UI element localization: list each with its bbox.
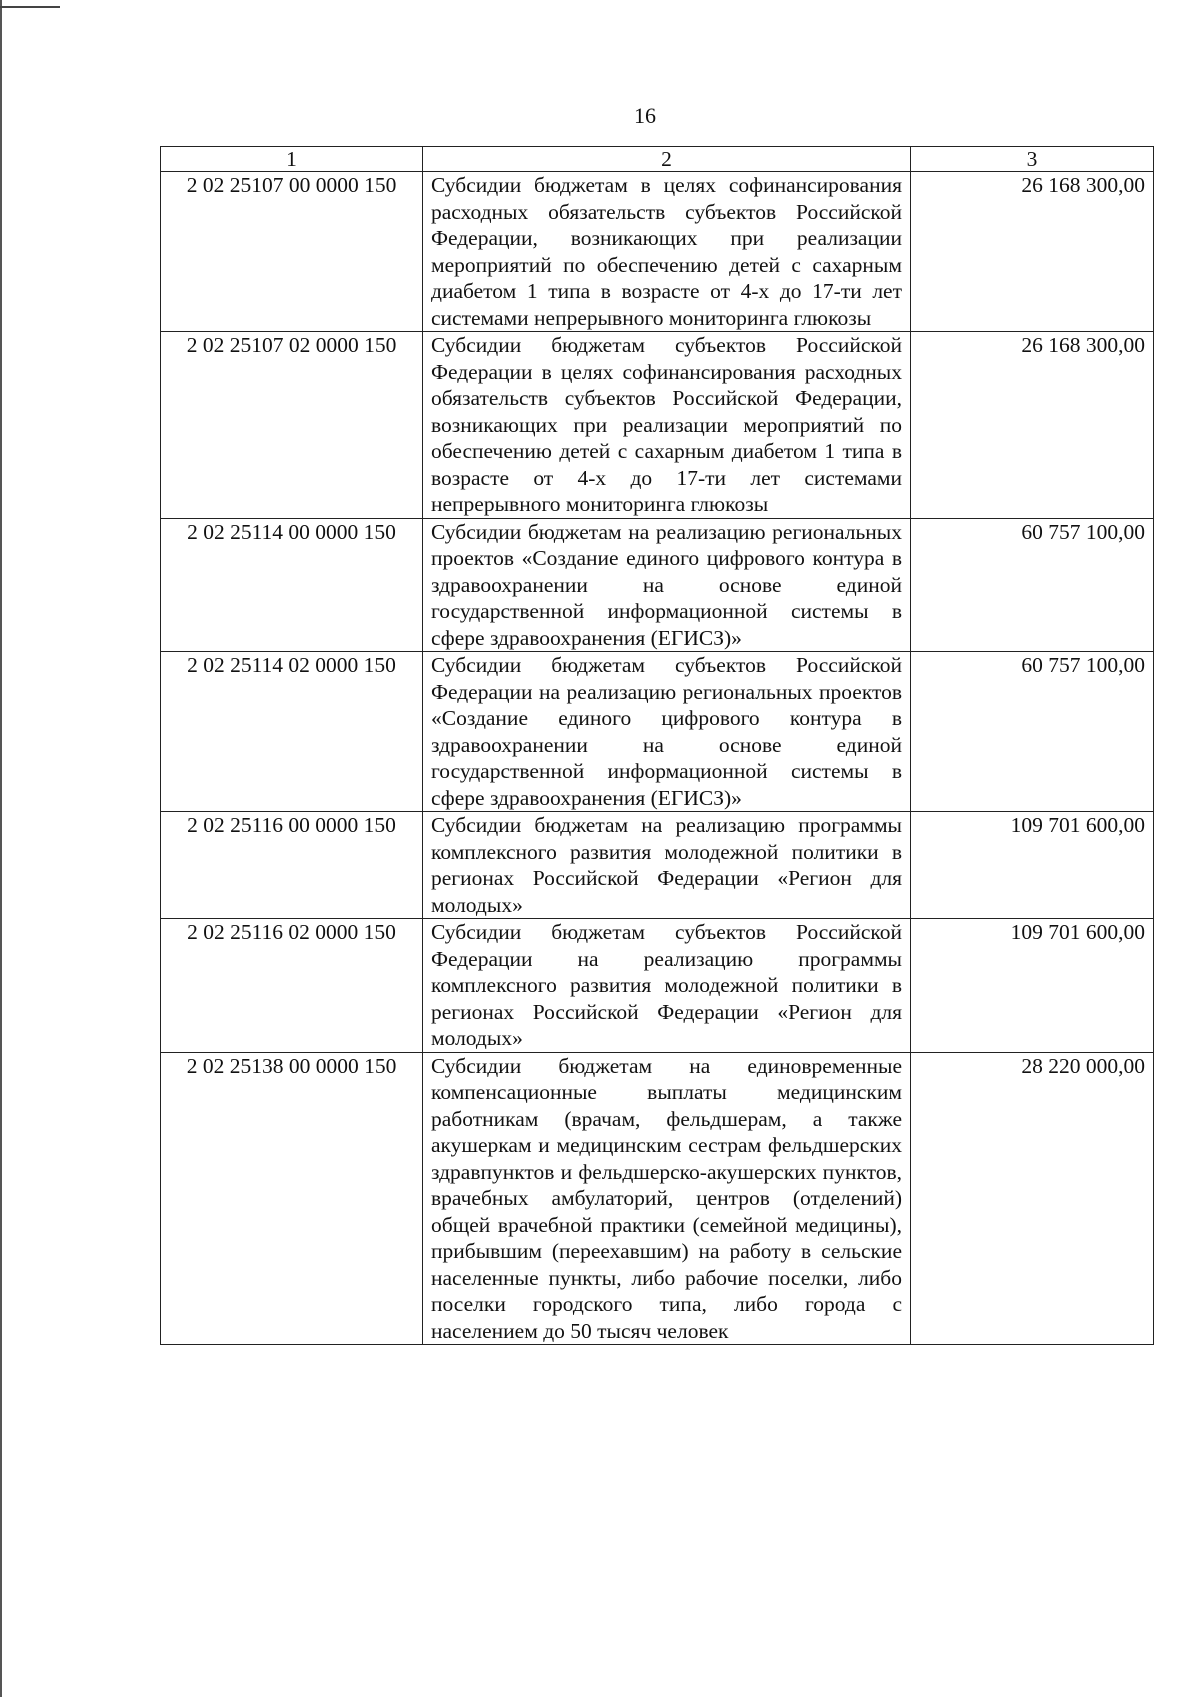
income-amount: 109 701 600,00 [911, 919, 1154, 1053]
income-description: Субсидии бюджетам на реализацию программы комплексного развития молодежной политики в регионах Российской Федерации «Регион для молодых» [423, 812, 911, 919]
table-row [161, 172, 1154, 332]
table-row [161, 652, 1154, 812]
table-row [161, 919, 1154, 1053]
income-code: 2 02 25107 00 0000 150 [161, 172, 423, 332]
budget-table [160, 146, 1154, 1345]
page-number: 16 [634, 103, 656, 128]
income-description: Субсидии бюджетам на реализацию региональных проектов «Создание единого цифрового контура в здравоохранении на основе единой государственной информационной системы в сфере здравоохранения (ЕГИСЗ)» [423, 518, 911, 652]
income-amount: 28 220 000,00 [911, 1052, 1154, 1345]
income-amount: 60 757 100,00 [911, 518, 1154, 652]
income-code: 2 02 25116 02 0000 150 [161, 919, 423, 1053]
income-description: Субсидии бюджетам на единовременные компенсационные выплаты медицинским работникам (врачам, фельдшерам, а также акушеркам и медицинским сестрам фельдшерских здравпунктов и фельдшерско-акушерских пунктов, врачебных амбулаторий, центров (отделений) общей врачебной практики (семейной медицины), прибывшим (переехавшим) на работу в сельские населенные пункты, либо рабочие поселки, либо поселки городского типа, либо города с населением до 50 тысяч человек [423, 1052, 911, 1345]
income-code: 2 02 25107 02 0000 150 [161, 332, 423, 519]
income-amount: 109 701 600,00 [911, 812, 1154, 919]
scan-top-mark [0, 6, 60, 8]
income-code: 2 02 25114 02 0000 150 [161, 652, 423, 812]
income-code: 2 02 25114 00 0000 150 [161, 518, 423, 652]
table-row [161, 812, 1154, 919]
income-amount: 26 168 300,00 [911, 332, 1154, 519]
scan-left-edge [0, 0, 9, 1697]
income-code: 2 02 25138 00 0000 150 [161, 1052, 423, 1345]
income-description: Субсидии бюджетам в целях софинансирования расходных обязательств субъектов Российской Федерации, возникающих при реализации мероприятий по обеспечению детей с сахарным диабетом 1 типа в возрасте от 4-х до 17-ти лет системами непрерывного мониторинга глюкозы [423, 172, 911, 332]
income-amount: 26 168 300,00 [911, 172, 1154, 332]
column-header-3: 3 [911, 147, 1154, 172]
table-row [161, 518, 1154, 652]
income-amount: 60 757 100,00 [911, 652, 1154, 812]
table-row [161, 1052, 1154, 1345]
table-header-row [161, 147, 1154, 172]
table-row [161, 332, 1154, 519]
income-description: Субсидии бюджетам субъектов Российской Федерации на реализацию программы комплексного развития молодежной политики в регионах Российской Федерации «Регион для молодых» [423, 919, 911, 1053]
column-header-2: 2 [423, 147, 911, 172]
column-header-1: 1 [161, 147, 423, 172]
income-description: Субсидии бюджетам субъектов Российской Федерации на реализацию региональных проектов «Создание единого цифрового контура в здравоохранении на основе единой государственной информационной системы в сфере здравоохранения (ЕГИСЗ)» [423, 652, 911, 812]
income-code: 2 02 25116 00 0000 150 [161, 812, 423, 919]
income-description: Субсидии бюджетам субъектов Российской Федерации в целях софинансирования расходных обязательств субъектов Российской Федерации, возникающих при реализации мероприятий по обеспечению детей с сахарным диабетом 1 типа в возрасте от 4-х до 17-ти лет системами непрерывного мониторинга глюкозы [423, 332, 911, 519]
